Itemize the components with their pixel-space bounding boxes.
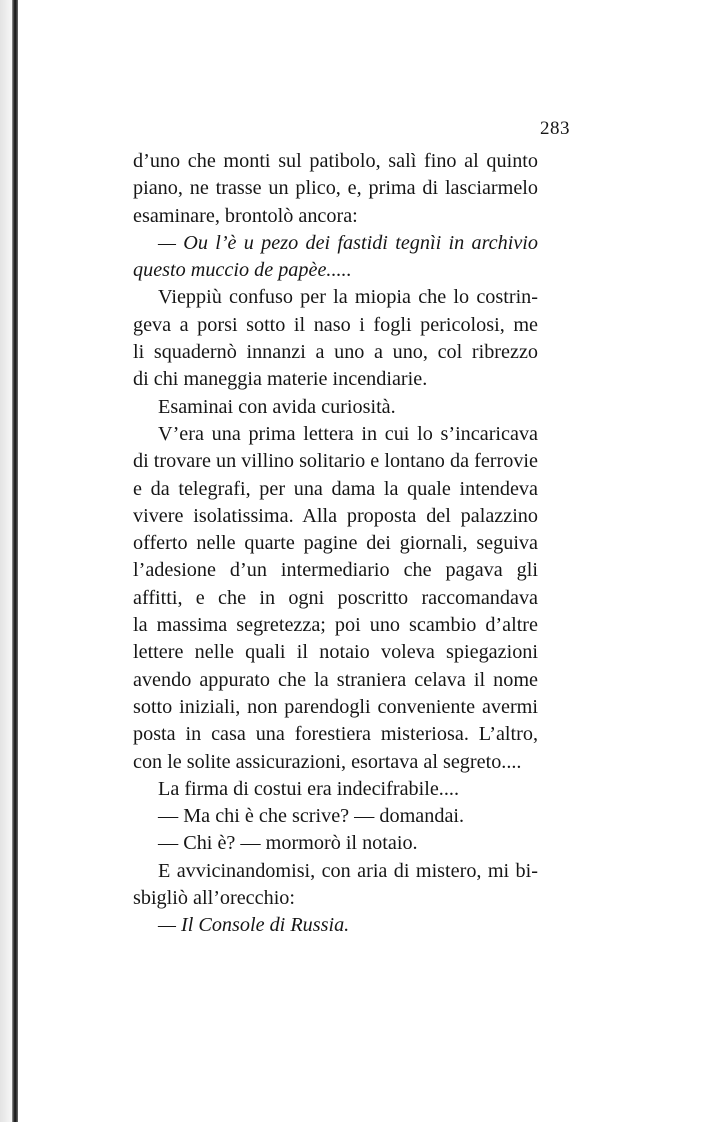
text-line: li squadernò innanzi a uno a uno, col ribrezzo bbox=[133, 341, 538, 364]
text-line: vivere isolatissima. Alla proposta del palazzino bbox=[133, 504, 538, 527]
text-line: l’adesione d’un intermediario che pagava gli bbox=[133, 559, 538, 582]
text-line: con le solite assicurazioni, esortava al segreto.... bbox=[133, 750, 522, 773]
text-line: sbigliò all’orecchio: bbox=[133, 887, 296, 910]
text-line: la massima segretezza; poi uno scambio d’altre bbox=[133, 614, 538, 637]
text-line: di trovare un villino solitario e lontano da ferrovie bbox=[133, 450, 538, 473]
text-line: piano, ne trasse un plico, e, prima di lasciarmelo bbox=[133, 177, 538, 200]
text-line: — Chi è? — mormorò il notaio. bbox=[158, 832, 418, 855]
text-line: Esaminai con avida curiosità. bbox=[158, 395, 396, 418]
text-line: e da telegrafi, per una dama la quale intendeva bbox=[133, 477, 538, 500]
text-line: E avvicinandomisi, con aria di mistero, mi bi- bbox=[158, 859, 538, 882]
binding-edge bbox=[12, 0, 18, 1122]
text-line: lettere nelle quali il notaio voleva spiegazioni bbox=[133, 641, 538, 664]
text-line: posta in casa una forestiera misteriosa. L’altro, bbox=[133, 723, 538, 746]
text-line: questo muccio de papèe..... bbox=[133, 259, 352, 282]
binding-shadow bbox=[0, 0, 12, 1122]
text-line: V’era una prima lettera in cui lo s’incaricava bbox=[158, 422, 538, 445]
text-line: esaminare, brontolò ancora: bbox=[133, 204, 358, 227]
text-line: affitti, e che in ogni poscritto raccomandava bbox=[133, 586, 538, 609]
text-line: d’uno che monti sul patibolo, salì fino al quinto bbox=[133, 150, 538, 172]
text-line: avendo appurato che la straniera celava il nome bbox=[133, 668, 538, 691]
text-line: Vieppiù confuso per la miopia che lo costrin- bbox=[158, 286, 538, 309]
text-line: — Ou l’è u pezo dei fastidi tegnìi in archivio bbox=[158, 231, 538, 254]
text-line: offerto nelle quarte pagine dei giornali, seguiva bbox=[133, 532, 538, 555]
page-number: 283 bbox=[540, 118, 570, 139]
text-line: di chi maneggia materie incendiarie. bbox=[133, 368, 428, 391]
text-line: — Il Console di Russia. bbox=[158, 914, 350, 937]
text-line: sotto iniziali, non parendogli conveniente avermi bbox=[133, 695, 538, 718]
text-line: — Ma chi è che scrive? — domandai. bbox=[158, 805, 465, 828]
body-text bbox=[133, 148, 538, 940]
text-line: La firma di costui era indecifrabile.... bbox=[158, 777, 459, 800]
text-line: geva a porsi sotto il naso i fogli pericolosi, me bbox=[133, 313, 538, 336]
